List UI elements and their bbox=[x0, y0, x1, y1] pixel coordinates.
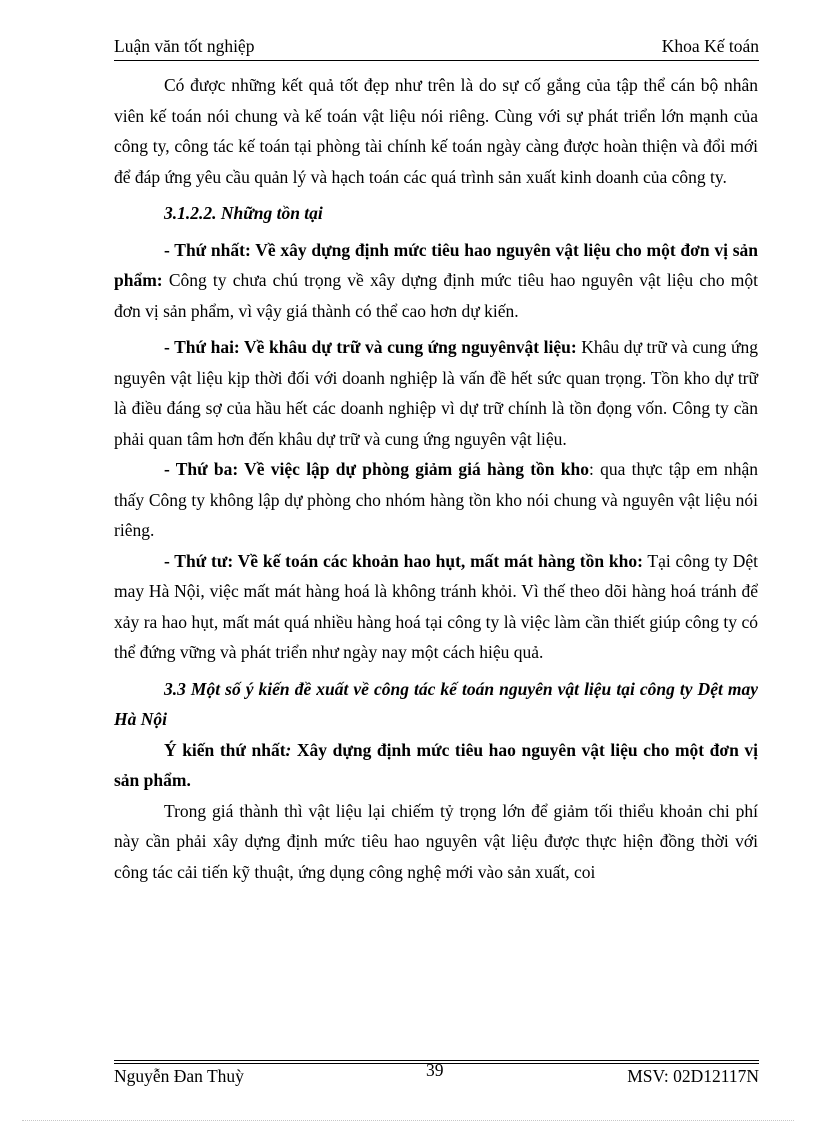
footer-page-number: 39 bbox=[426, 1060, 444, 1080]
section-heading-33: 3.3 Một số ý kiến đề xuất về công tác kế toán nguyên vật liệu tại công ty Dệt may Hà Nội bbox=[114, 678, 758, 729]
first-issue-text: Công ty chưa chú trọng về xây dựng định mức tiêu hao nguyên vật liệu cho một đơn vị sản phẩm, vì vậy giá thành có thể cao hơn dự kiến. bbox=[114, 270, 758, 321]
paragraph-third-issue bbox=[114, 454, 758, 546]
header-department: Khoa Kế toán bbox=[661, 36, 759, 56]
page-edge-dotted-line bbox=[22, 1120, 794, 1121]
header-rule bbox=[114, 60, 759, 61]
paragraph-second-issue bbox=[114, 332, 758, 454]
first-idea-lead: Ý kiến thứ nhất bbox=[164, 739, 286, 760]
third-issue-text: : qua thực tập em nhận thấy Công ty không lập dự phòng cho nhóm hàng tồn kho nói chung và nguyên vật liệu nói riêng. bbox=[114, 459, 758, 540]
header-thesis-title: Luận văn tốt nghiệp bbox=[114, 36, 255, 56]
paragraph-first-issue bbox=[114, 235, 758, 327]
document-body bbox=[114, 70, 758, 887]
second-issue-lead: - Thứ hai: Về khâu dự trữ và cung ứng nguyênvật liệu: bbox=[164, 337, 577, 357]
page-footer bbox=[114, 1060, 759, 1092]
third-issue-lead: - Thứ ba: Về việc lập dự phòng giảm giá hàng tồn kho bbox=[164, 459, 589, 479]
second-issue-text: Khâu dự trữ và cung ứng nguyên vật liệu kịp thời đối với doanh nghiệp là vấn đề hết sức quan trọng. Tồn kho dự trữ là điều đáng sợ của hầu hết các doanh nghiệp vì dự trữ chính là tồn đọng vốn. Công ty cần phải quan tâm hơn đến khâu dự trữ và cung ứng nguyên vật liệu. bbox=[114, 337, 758, 449]
fourth-issue-text: Tại công ty Dệt may Hà Nội, việc mất mát hàng hoá là không tránh khỏi. Vì thế theo dõi hàng hoá tránh để xảy ra hao hụt, mất mát quá nhiều hàng hoá tại công ty là việc làm cần thiết giúp công ty có thể đứng vững và phát triển như ngày nay một cách hiệu quả. bbox=[114, 550, 758, 662]
paragraph-material-cost: Trong giá thành thì vật liệu lại chiếm tỷ trọng lớn để giảm tối thiểu khoản chi phí này cần phải xây dựng định mức tiêu hao nguyên vật liệu được thực hiện đồng thời với công tác cải tiến kỹ thuật, ứng dụng công nghệ mới vào sản xuất, coi bbox=[114, 800, 758, 882]
section-heading-3122: 3.1.2.2. Những tồn tại bbox=[164, 203, 323, 223]
fourth-issue-lead: - Thứ tư: Về kế toán các khoản hao hụt, mất mát hàng tồn kho: bbox=[164, 550, 643, 571]
footer-author: Nguyễn Đan Thuỳ bbox=[114, 1066, 244, 1086]
first-idea-text: Xây dựng định mức tiêu hao nguyên vật liệu cho một đơn vị sản phẩm. bbox=[114, 739, 759, 790]
page-header bbox=[114, 36, 759, 62]
paragraph-fourth-issue bbox=[114, 546, 758, 668]
first-issue-lead: - Thứ nhất: Về xây dựng định mức tiêu hao nguyên vật liệu cho một đơn vị sản phẩm: bbox=[114, 239, 758, 290]
paragraph-first-idea bbox=[114, 735, 758, 796]
paragraph-achievements: Có được những kết quả tốt đẹp như trên là do sự cố gắng của tập thể cán bộ nhân viên kế toán nói chung và kế toán vật liệu nói riêng. Cùng với sự phát triển lớn mạnh của công ty, công tác kế toán tại phòng tài chính kế toán ngày càng được hoàn thiện và đổi mới để đáp ứng yêu cầu quản lý và hạch toán các quá trình sản xuất kinh doanh của công ty. bbox=[114, 75, 758, 187]
footer-student-id: MSV: 02D12117N bbox=[627, 1066, 759, 1086]
first-idea-colon: : bbox=[285, 739, 292, 760]
